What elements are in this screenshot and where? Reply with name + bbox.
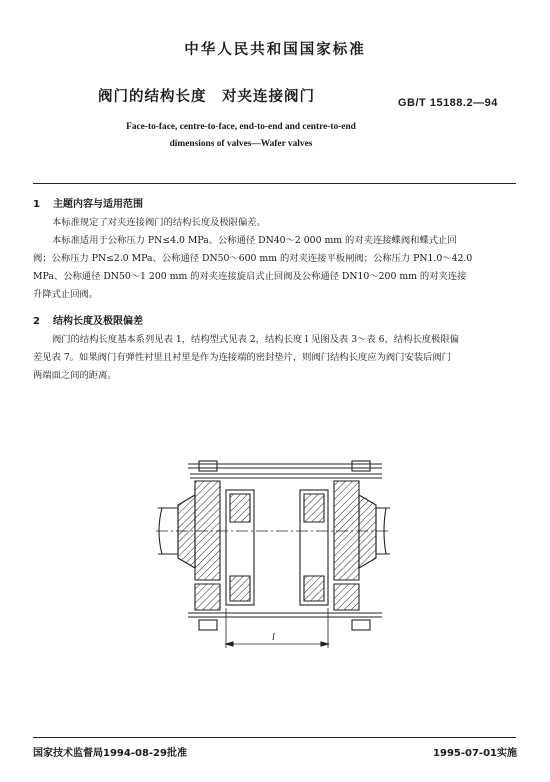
section-2-para-line-1: 阀门的结构长度基本系列见表 1，结构型式见表 2，结构长度 l 见图及表 3～表 6，结构长度极限偏: [52, 334, 459, 345]
section-1-para-2-line-3: MPa、公称通径 DN50～1 200 mm 的对夹连接旋启式止回阀及公称通径 DN10～200 mm 的对夹连接: [33, 271, 467, 282]
right-lower-flange: [334, 584, 359, 610]
dimension-arrow-right: [321, 642, 328, 646]
national-standard-header: 中华人民共和国国家标准: [184, 42, 366, 58]
section-1-heading: [33, 195, 143, 210]
right-flange: [334, 481, 359, 580]
document-title: 阀门的结构长度 对夹连接阀门: [98, 89, 315, 105]
section-2-body: [33, 331, 516, 385]
left-flange-neck: [178, 495, 195, 568]
section-2-para: [33, 331, 516, 385]
section-1-title: 主题内容与适用范围: [53, 199, 143, 210]
implementation-date: 1995-07-01实施: [433, 748, 517, 759]
section-1-para-2-line-1: 本标准适用于公称压力 PN≤4.0 MPa、公称通径 DN40～2 000 mm 的对夹连接蝶阀和蝶式止回: [52, 235, 457, 246]
dimension-arrow-left: [226, 642, 233, 646]
bottom-divider: [33, 737, 516, 738]
section-2-para-line-2: 差见表 7。如果阀门有弹性衬里且衬里是作为连接端的密封垫片，则阀门结构长度应为阀门安装后阀门: [33, 352, 451, 363]
english-title: [76, 119, 406, 153]
section-1-para-2-line-2: 阀；公称压力 PN≤2.0 MPa、公称通径 DN50～600 mm 的对夹连接平板闸阀；公称压力 PN1.0～42.0: [33, 253, 473, 264]
section-1-para-1: 本标准规定了对夹连接阀门的结构长度及极限偏差。: [52, 217, 266, 228]
top-divider: [33, 183, 516, 184]
section-1-body: [33, 214, 516, 304]
left-lower-flange: [195, 584, 220, 610]
english-title-line-2: dimensions of valves—Wafer valves: [169, 139, 313, 149]
section-1-para-2-line-4: 升降式止回阀。: [33, 289, 99, 300]
bottom-right-nut: [352, 620, 370, 630]
section-2-heading: [33, 312, 143, 327]
standard-code: GB/T 15188.2—94: [398, 97, 498, 109]
section-1-number: 1: [33, 199, 40, 210]
left-seat-upper: [230, 494, 250, 522]
top-left-nut: [199, 461, 217, 471]
dimension-label: l: [272, 632, 275, 643]
right-flange-neck: [359, 495, 376, 568]
section-2-para-line-3: 两端面之间的距离。: [33, 370, 117, 381]
english-title-line-1: Face-to-face, centre-to-face, end-to-end and centre-to-end: [126, 122, 356, 132]
top-right-nut: [352, 461, 370, 471]
bottom-left-nut: [199, 620, 217, 630]
right-seat-upper: [304, 494, 324, 522]
approval-note: 国家技术监督局1994-08-29批准: [33, 748, 187, 759]
section-2-number: 2: [33, 316, 40, 327]
left-flange: [195, 481, 220, 580]
left-seat-lower: [230, 576, 250, 601]
right-seat-lower: [304, 576, 324, 601]
wafer-valve-figure: [150, 450, 390, 660]
section-1-para-2: [33, 232, 516, 304]
section-2-title: 结构长度及极限偏差: [53, 316, 143, 327]
